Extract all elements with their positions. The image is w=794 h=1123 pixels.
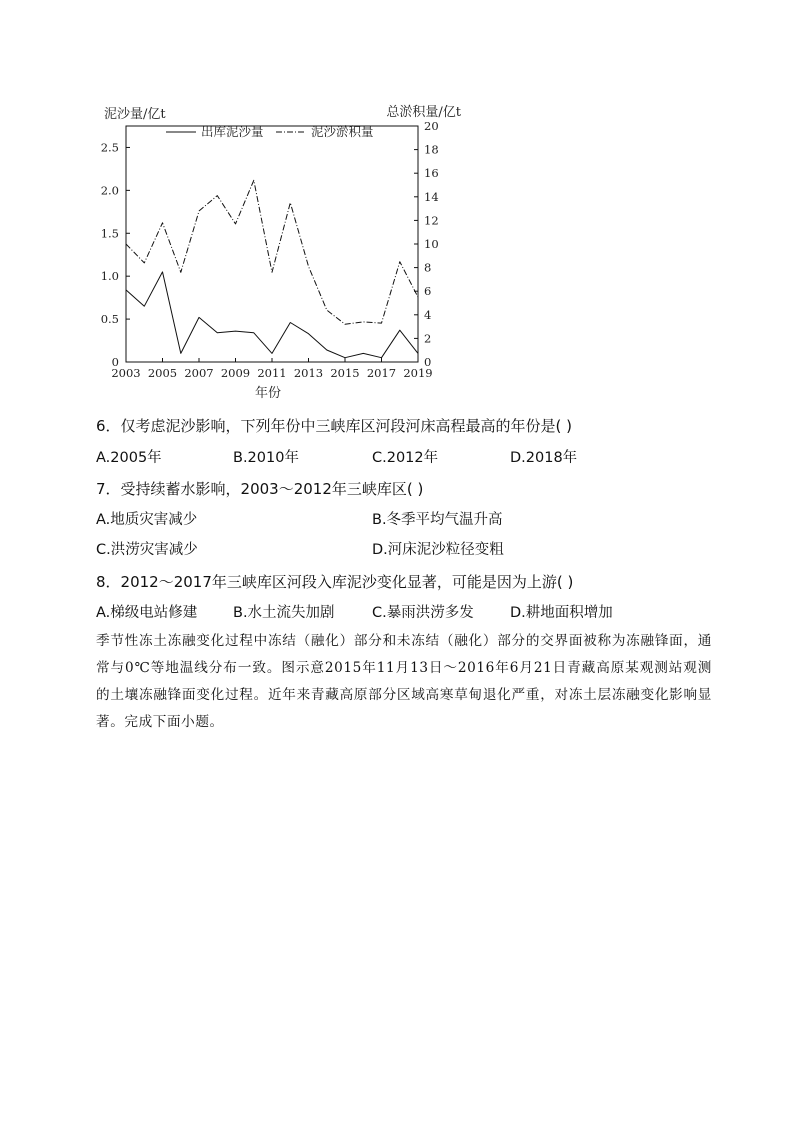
right-tick-label: 16 (424, 166, 439, 181)
right-tick-label: 14 (424, 189, 439, 204)
q8-option-c[interactable]: C.暴雨洪涝多发 (372, 605, 474, 621)
right-tick-label: 8 (424, 260, 432, 275)
left-tick-label: 1.0 (100, 269, 119, 284)
left-tick-label: 0.5 (100, 312, 119, 327)
x-tick-label: 2003 (111, 366, 141, 380)
chart-plot (126, 180, 418, 357)
q8-option-a[interactable]: A.梯级电站修建 (96, 605, 198, 621)
left-tick-label: 2.0 (100, 183, 119, 198)
x-axis-title: 年份 (254, 386, 282, 401)
q7-option-c[interactable]: C.洪涝灾害减少 (96, 542, 198, 558)
right-tick-label: 0 (424, 355, 432, 369)
q7-option-a[interactable]: A.地质灾害减少 (96, 512, 198, 528)
question-7-stem: 7．受持续蓄水影响，2003～2012年三峡库区( ) (96, 480, 424, 498)
q6-option-d[interactable]: D.2018年 (510, 450, 578, 466)
x-tick-label: 2007 (184, 366, 214, 380)
x-tick-label: 2015 (330, 366, 360, 380)
x-tick-label: 2017 (366, 366, 397, 380)
q7-option-b[interactable]: B.冬季平均气温升高 (372, 512, 503, 528)
left-tick-label: 0 (111, 355, 119, 369)
x-tick-label: 2013 (293, 366, 324, 380)
q8-option-d[interactable]: D.耕地面积增加 (510, 605, 613, 621)
plot-frame (126, 126, 418, 362)
x-tick-label: 2005 (147, 366, 178, 380)
q8-option-b[interactable]: B.水土流失加剧 (233, 605, 335, 621)
q6-option-b[interactable]: B.2010年 (233, 450, 299, 466)
right-tick-label: 2 (424, 331, 432, 346)
right-tick-label: 12 (424, 213, 439, 228)
reading-passage: 季节性冻土冻融变化过程中冻结（融化）部分和未冻结（融化）部分的交界面被称为冻融锋面，通常与0℃等地温线分布一致。图示意2015年11月13日～2016年6月21日青藏高原某观测站观测的土壤冻融锋面变化过程。近年来青藏高原部分区域高寒草甸退化严重，对冻土层冻融变化影响显著。完成下面小题。 (96, 633, 712, 730)
q6-option-c[interactable]: C.2012年 (372, 450, 439, 466)
right-tick-label: 10 (424, 237, 439, 251)
left-tick-label: 2.5 (100, 140, 119, 155)
right-axis-title: 总淤积量/亿t (386, 105, 461, 120)
q7-option-d[interactable]: D.河床泥沙粒径变粗 (372, 542, 504, 558)
right-tick-label: 4 (424, 307, 432, 322)
x-tick-label: 2009 (220, 366, 251, 380)
right-tick-label: 6 (424, 284, 432, 299)
left-axis-title: 泥沙量/亿t (104, 107, 166, 122)
left-tick-label: 1.5 (100, 226, 119, 241)
sediment-chart (96, 96, 476, 406)
chart-axes (101, 119, 439, 380)
x-tick-label: 2019 (403, 366, 433, 380)
legend-label-deposition: 泥沙淤积量 (311, 124, 374, 139)
question-8-stem: 8．2012～2017年三峡库区河段入库泥沙变化显著，可能是因为上游( ) (96, 573, 574, 591)
right-tick-label: 18 (424, 142, 439, 157)
q6-option-a[interactable]: A.2005年 (96, 450, 162, 466)
x-tick-label: 2011 (257, 366, 287, 380)
question-6-stem: 6．仅考虑泥沙影响，下列年份中三峡库区河段河床高程最高的年份是( ) (96, 417, 573, 435)
right-tick-label: 20 (424, 119, 439, 133)
legend-label-outflow: 出库泥沙量 (201, 124, 264, 139)
outflow-sediment-line (126, 272, 418, 358)
